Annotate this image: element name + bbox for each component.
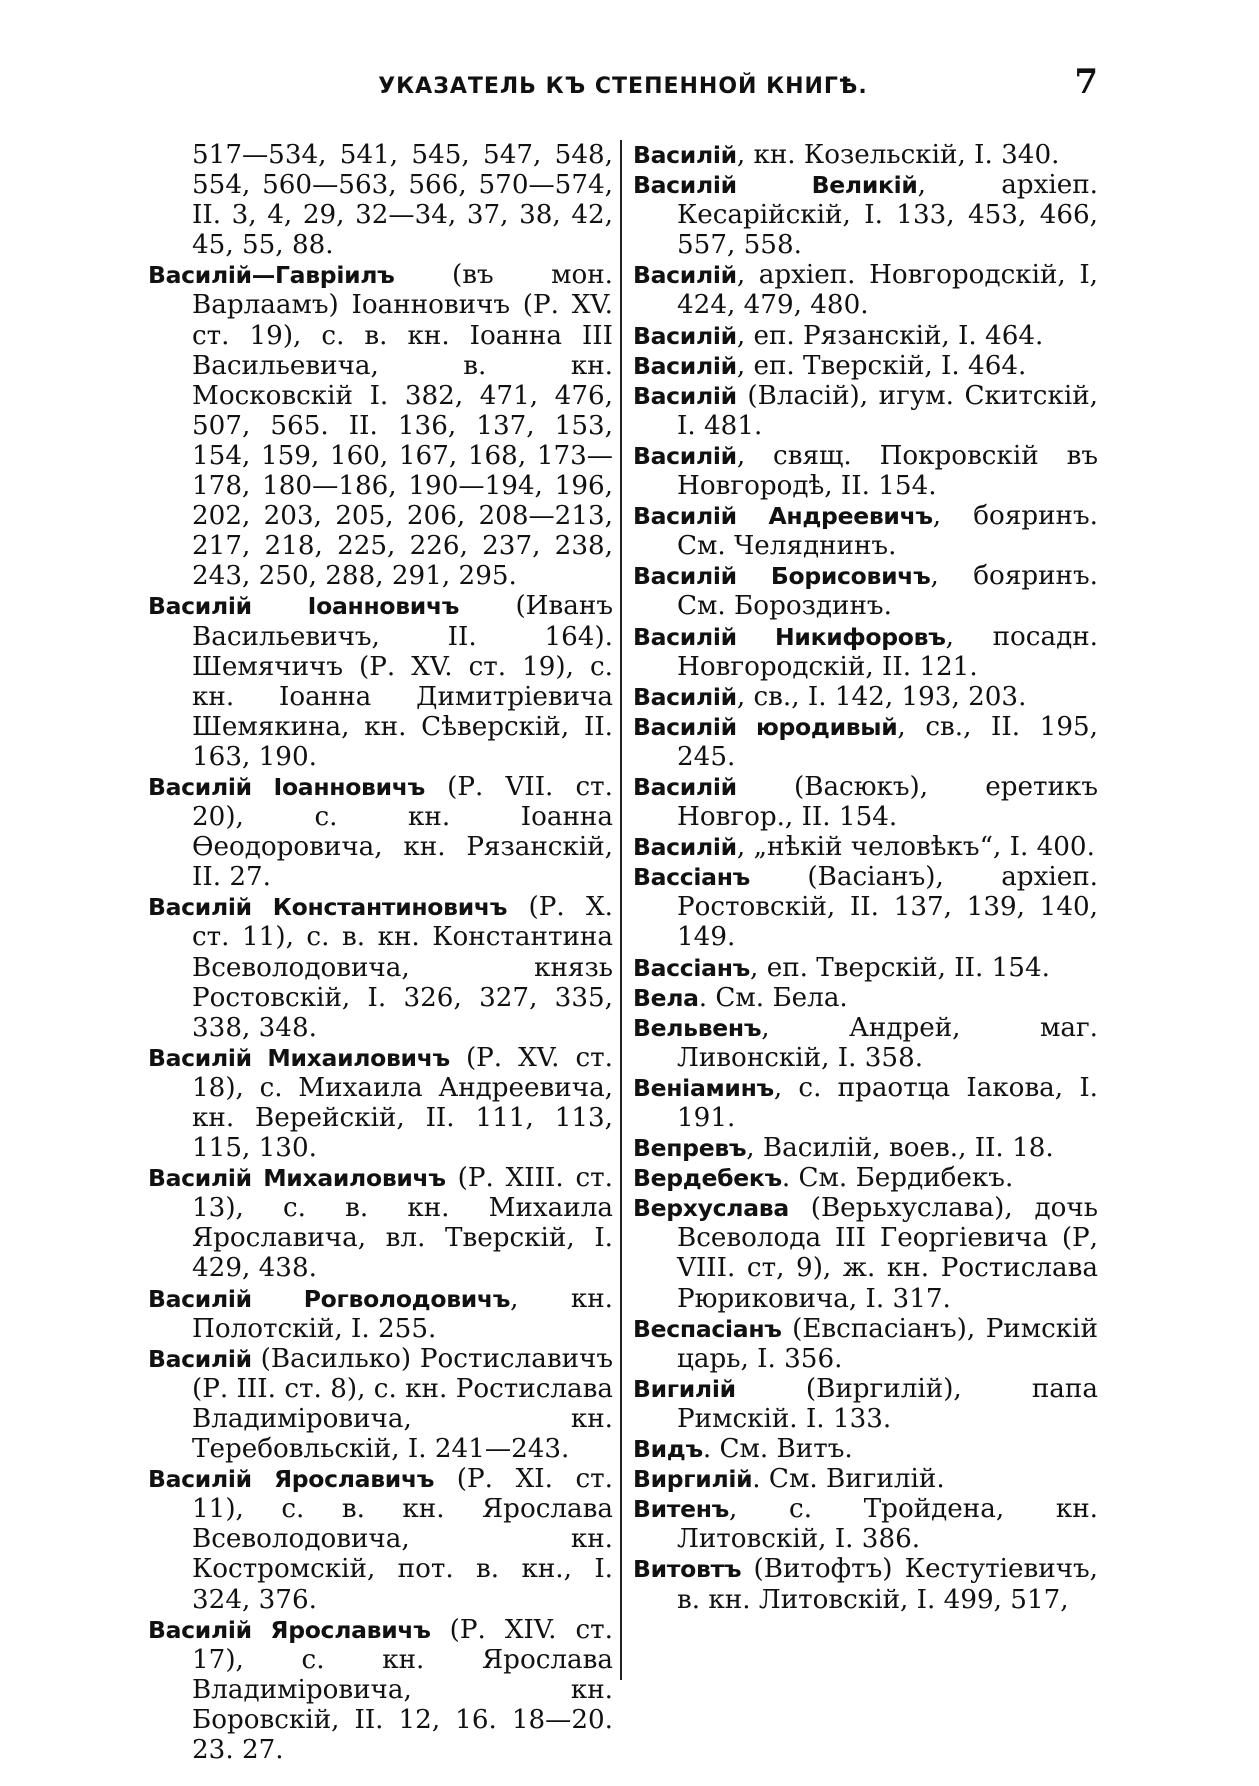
entry-headword: Василій <box>148 1344 252 1373</box>
entry-headword: Вассіанъ <box>633 953 751 982</box>
index-entry <box>633 1374 1098 1434</box>
entry-headword: Василій <box>633 441 737 470</box>
entry-text: , бояринъ. См. Челяднинъ. <box>677 501 1098 562</box>
entry-text: (Васюкъ), еретикъ Новгор., II. 154. <box>677 771 1098 833</box>
index-entry <box>148 591 613 772</box>
index-entry <box>633 170 1098 260</box>
entry-headword: Василій Константиновичъ <box>148 893 508 922</box>
running-title: УКАЗАТЕЛЬ КЪ СТЕПЕННОЙ КНИГѢ. <box>378 74 868 99</box>
entry-text: , „нѣкій человѣкъ“, I. 400. <box>736 832 1095 863</box>
entry-headword: Вердебекъ <box>633 1164 782 1193</box>
entry-text: (Р. VII. ст. 20), с. кн. Іоанна Өеодоровича, кн. Рязанскій, II. 27. <box>192 771 613 893</box>
entry-text: , с. праотца Іакова, I. 191. <box>677 1072 1098 1133</box>
entry-headword: Вигилій <box>633 1374 736 1403</box>
entry-headword: Василій Никифоровъ <box>633 622 946 651</box>
entry-headword: Василій Михаиловичъ <box>148 1043 450 1072</box>
index-entry <box>633 1464 1098 1494</box>
entry-text: (въ мон. Варлаамъ) Іоанновичъ (Р. XV. ст. 19), с. в. кн. Іоанна III Васильевича, в. кн. Московскій I. 382, 471, 476, 507, 565. II. 136, 137, 153, 154, 159, 160, 167, 168, 173—178, 180—186, 190—194, 196, 202, 203, 205, 206, 208—213, 217, 218, 225, 226, 237, 238, 243, 250, 288, 291, 295. <box>192 260 613 592</box>
entry-text: , Василій, воев., II. 18. <box>746 1133 1054 1164</box>
entry-headword: Василій Іоанновичъ <box>148 772 425 801</box>
entry-text: (Витофтъ) Кестутіевичъ, в. кн. Литовскій, I. 499, 517, <box>677 1554 1098 1615</box>
entry-headword: Василій <box>633 381 737 410</box>
index-entry <box>148 1615 613 1765</box>
left-column <box>148 140 613 1765</box>
index-entry <box>633 1554 1098 1614</box>
index-entry <box>148 1464 613 1614</box>
index-entry <box>633 712 1098 772</box>
entry-headword: Василій <box>633 261 737 290</box>
index-entry <box>633 983 1098 1013</box>
index-entry <box>633 622 1098 682</box>
index-entry <box>633 441 1098 501</box>
entry-headword: Василій <box>633 772 737 801</box>
entry-text: , еп. Рязанскій, I. 464. <box>736 320 1044 351</box>
entry-headword: Василій Іоанновичъ <box>148 592 460 621</box>
index-entry <box>633 1494 1098 1554</box>
entry-headword: Василій <box>633 321 737 350</box>
entry-text: (Васіанъ), архіеп. Ростовскій, II. 137, 139, 140, 149. <box>677 862 1098 953</box>
entry-text: , архіеп. Кесарійскій, I. 133, 453, 466, 557, 558. <box>677 170 1098 261</box>
entry-headword: Василій <box>633 141 737 169</box>
entry-text: (Власій), игум. Скитскій, I. 481. <box>677 380 1098 441</box>
entry-text: , архіеп. Новгородскій, I, 424, 479, 480. <box>677 260 1098 321</box>
entry-headword: Вассіанъ <box>633 863 751 892</box>
right-column <box>633 140 1098 1615</box>
entry-text: , еп. Тверскій, II. 154. <box>750 952 1050 983</box>
index-entry <box>148 1284 613 1344</box>
entry-headword: Вельвенъ <box>633 1013 762 1042</box>
index-entry <box>633 1013 1098 1073</box>
index-entry <box>633 140 1098 170</box>
index-entry <box>633 501 1098 561</box>
column-divider <box>620 140 622 1680</box>
entry-text: . См. Вигилій. <box>752 1464 945 1495</box>
index-entry <box>633 260 1098 320</box>
index-entry <box>633 321 1098 351</box>
entry-text: (Р. X. ст. 11), с. в. кн. Константина Всеволодовича, князь Ростовскій, I. 326, 327, 335, 338, 348. <box>192 892 614 1043</box>
entry-text: , посадн. Новгородскій, II. 121. <box>677 621 1098 682</box>
index-entry <box>633 1193 1098 1313</box>
index-entry <box>633 682 1098 712</box>
index-entry <box>633 1073 1098 1133</box>
entry-text: , с. Тройдена, кн. Литовскій, I. 386. <box>677 1494 1098 1555</box>
entry-text: , Андрей, маг. Ливонскій, I. 358. <box>677 1012 1098 1073</box>
index-entry <box>633 351 1098 381</box>
entry-text: (Верьхуслава), дочь Всеволода III Георгіевича (Р, VIII. ст, 9), ж. кн. Ростислава Рюриковича, I. 317. <box>677 1193 1098 1314</box>
entry-text: , св., II. 195, 245. <box>677 711 1098 772</box>
index-entry <box>633 953 1098 983</box>
entry-headword: Вепревъ <box>633 1134 747 1163</box>
entry-text: , еп. Тверскій, I. 464. <box>736 350 1027 381</box>
index-entry <box>633 1163 1098 1193</box>
index-entry <box>148 892 613 1042</box>
entry-headword: Василій Михаиловичъ <box>148 1164 446 1193</box>
index-entry <box>633 832 1098 862</box>
entry-text: , кн. Козельскій, I. 340. <box>736 140 1060 170</box>
entry-headword: Витенъ <box>633 1495 730 1524</box>
entry-headword: Витовтъ <box>633 1555 742 1584</box>
index-entry <box>148 772 613 892</box>
entry-text: (Иванъ Васильевичъ, II. 164). Шемячичъ (Р. XV. ст. 19), с. кн. Іоанна Димитріевича Шемякина, кн. Сѣверскій, II. 163, 190. <box>192 591 613 772</box>
entry-headword: Василій Великій <box>633 171 918 200</box>
index-entry <box>148 1043 613 1163</box>
entry-headword: Видъ <box>633 1435 703 1464</box>
index-entry <box>148 1163 613 1283</box>
entry-headword: Василій <box>633 833 737 862</box>
entry-headword: Василій Борисовичъ <box>633 562 931 591</box>
index-entry <box>633 561 1098 621</box>
index-entry <box>148 260 613 591</box>
page-header <box>148 62 1098 112</box>
index-entry <box>148 140 613 260</box>
page-number: 7 <box>1074 62 1098 102</box>
entry-text: . См. Бела. <box>698 982 848 1013</box>
entry-text: (Василько) Ростиславичъ (Р. III. ст. 8), с. кн. Ростислава Владиміровича, кн. Теребовльскій, I. 241—243. <box>192 1343 613 1465</box>
entry-text: , кн. Полотскій, I. 255. <box>192 1283 613 1344</box>
entry-headword: Вела <box>633 983 699 1012</box>
entry-headword: Василій Ярославичъ <box>148 1615 431 1644</box>
index-entry <box>633 862 1098 952</box>
entry-text: (Р. XV. ст. 18), с. Михаила Андреевича, кн. Верейскій, II. 111, 113, 115, 130. <box>192 1042 613 1164</box>
entry-headword: Веніаминъ <box>633 1073 774 1102</box>
entry-text: . См. Витъ. <box>702 1434 853 1465</box>
entry-headword: Василій <box>633 351 737 380</box>
entry-text: (Р. XIII. ст. 13), с. в. кн. Михаила Ярославича, вл. Тверскій, I. 429, 438. <box>192 1163 613 1284</box>
entry-text: (Виргилій), папа Римскій. I. 133. <box>677 1373 1098 1434</box>
entry-headword: Василій юродивый <box>633 712 898 741</box>
index-entry <box>633 1314 1098 1374</box>
index-entry <box>633 772 1098 832</box>
entry-headword: Веспасіанъ <box>633 1314 782 1343</box>
entry-text: (Р. XIV. ст. 17), с. кн. Ярослава Владиміровича, кн. Боровскій, II. 12, 16. 18—20. 23. 27. <box>192 1614 613 1765</box>
entry-text: (Р. XI. ст. 11), с. в. кн. Ярослава Всеволодовича, кн. Костромскій, пот. в. кн., I. 324, 376. <box>192 1464 613 1615</box>
entry-headword: Василій Рогволодовичъ <box>148 1284 511 1313</box>
entry-text: , свящ. Покровскій въ Новгородѣ, II. 154. <box>677 440 1098 502</box>
entry-headword: Василій Андреевичъ <box>633 502 933 531</box>
index-entry <box>633 381 1098 441</box>
entry-headword: Виргилій <box>633 1465 753 1494</box>
entry-text: 517—534, 541, 545, 547, 548, 554, 560—563, 566, 570—574, II. 3, 4, 29, 32—34, 37, 38, 42, 45, 55, 88. <box>192 140 613 261</box>
entry-headword: Василій—Гавріилъ <box>148 261 395 290</box>
entry-text: (Евспасіанъ), Римскій царь, I. 356. <box>677 1313 1098 1374</box>
index-entry <box>633 1434 1098 1464</box>
index-entry <box>633 1133 1098 1163</box>
entry-text: . См. Бердибекъ. <box>781 1163 1014 1194</box>
index-entry <box>148 1344 613 1464</box>
entry-headword: Василій <box>633 682 737 711</box>
entry-headword: Верхуслава <box>633 1194 789 1223</box>
entry-headword: Василій Ярославичъ <box>148 1465 435 1494</box>
entry-text: , бояринъ. См. Бороздинъ. <box>677 561 1098 622</box>
entry-text: , св., I. 142, 193, 203. <box>736 681 1027 712</box>
